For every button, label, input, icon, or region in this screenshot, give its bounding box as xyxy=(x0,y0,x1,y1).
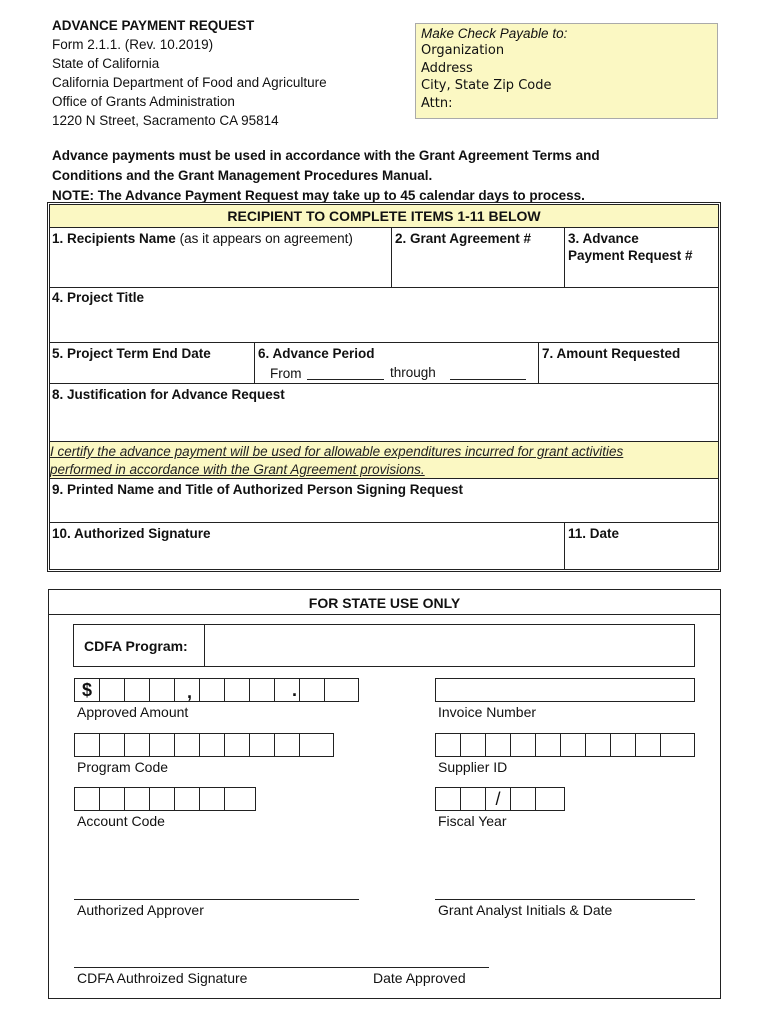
recipient-banner-text: RECIPIENT TO COMPLETE ITEMS 1-11 BELOW xyxy=(227,208,541,224)
vrule-1 xyxy=(391,227,392,287)
advance-period-range xyxy=(270,365,302,382)
invoice-number-input[interactable] xyxy=(435,678,695,702)
grant-analyst-label: Grant Analyst Initials & Date xyxy=(438,902,613,918)
field-recipient-name-note: (as it appears on agreement) xyxy=(179,231,353,246)
field-project-end-date-label: 5. Project Term End Date xyxy=(52,346,211,361)
field-date[interactable] xyxy=(568,525,619,542)
state-use-title: FOR STATE USE ONLY xyxy=(308,595,461,611)
rule-6 xyxy=(49,478,719,479)
cdfa-program-divider xyxy=(204,624,205,667)
certify-line-2: performed in accordance with the Grant Agreement provisions. xyxy=(50,462,425,477)
supplier-id-label: Supplier ID xyxy=(438,759,508,775)
approved-amount-label: Approved Amount xyxy=(77,704,189,720)
rule-3 xyxy=(49,342,719,343)
dollar-sign: $ xyxy=(75,679,100,701)
rule-2 xyxy=(49,287,719,288)
field-date-label: 11. Date xyxy=(568,526,620,541)
supplier-id-cells[interactable] xyxy=(435,733,695,757)
field-printed-name[interactable] xyxy=(52,481,463,498)
fiscal-year-slash: / xyxy=(486,788,511,810)
rule-4 xyxy=(49,383,719,384)
advance-period-through: through xyxy=(390,365,436,380)
grant-analyst-line[interactable] xyxy=(435,899,695,900)
notice-text xyxy=(52,146,752,206)
amount-cell xyxy=(150,679,175,701)
fiscal-year-cells[interactable] xyxy=(435,787,565,811)
payable-city: City, State Zip Code xyxy=(421,78,552,93)
state-name: State of California xyxy=(52,56,160,71)
program-code-label: Program Code xyxy=(77,759,169,775)
field-advance-period[interactable] xyxy=(258,345,375,362)
field-recipient-name-label: 1. Recipients Name xyxy=(52,231,176,246)
invoice-number-label: Invoice Number xyxy=(438,704,537,720)
field-project-title[interactable] xyxy=(52,289,144,306)
field-advance-request-label-1: 3. Advance xyxy=(568,231,639,246)
advance-period-from: From xyxy=(270,366,302,381)
field-advance-request-label-2: Payment Request # xyxy=(568,248,693,263)
authorized-approver-line[interactable] xyxy=(74,899,359,900)
payable-attn: Attn: xyxy=(421,95,453,111)
from-line[interactable] xyxy=(307,379,384,380)
payable-box[interactable] xyxy=(415,23,718,119)
amount-cell xyxy=(300,679,325,701)
field-grant-agreement-label: 2. Grant Agreement # xyxy=(395,231,532,246)
notice-line-1: Advance payments must be used in accordance with the Grant Agreement Terms and xyxy=(52,148,600,163)
payable-address: Address xyxy=(421,60,473,76)
cdfa-program-input[interactable] xyxy=(206,626,693,665)
amount-cell xyxy=(225,679,250,701)
fiscal-year-label: Fiscal Year xyxy=(438,813,507,829)
header-block xyxy=(52,16,327,130)
office-name: Office of Grants Administration xyxy=(52,94,235,109)
notice-line-3: NOTE: The Advance Payment Request may take up to 45 calendar days to process. xyxy=(52,188,585,203)
approved-amount-cells[interactable] xyxy=(74,678,359,702)
cdfa-signature-line[interactable] xyxy=(74,967,489,968)
field-authorized-signature[interactable] xyxy=(52,525,211,542)
amount-cell xyxy=(325,679,350,701)
form-number: Form 2.1.1. (Rev. 10.2019) xyxy=(52,37,214,52)
through-line[interactable] xyxy=(450,379,526,380)
date-approved-label: Date Approved xyxy=(373,970,466,986)
cdfa-program-label: CDFA Program: xyxy=(84,638,188,654)
notice-line-2: Conditions and the Grant Management Procedures Manual. xyxy=(52,168,433,183)
form-title: ADVANCE PAYMENT REQUEST xyxy=(52,18,255,33)
vrule-2 xyxy=(564,227,565,287)
field-recipient-name[interactable] xyxy=(52,230,353,247)
amount-cell xyxy=(100,679,125,701)
certify-line-1: I certify the advance payment will be used for allowable expenditures incurred for grant activities xyxy=(50,444,624,459)
field-justification-label: 8. Justification for Advance Request xyxy=(52,387,285,402)
amount-cell xyxy=(200,679,225,701)
field-amount-requested[interactable] xyxy=(542,345,680,362)
vrule-3 xyxy=(254,342,255,383)
field-advance-period-label: 6. Advance Period xyxy=(258,346,375,361)
field-justification[interactable] xyxy=(52,386,285,403)
authorized-approver-label: Authorized Approver xyxy=(77,902,204,918)
account-code-label: Account Code xyxy=(77,813,165,829)
vrule-4 xyxy=(538,342,539,383)
vrule-5 xyxy=(564,522,565,570)
field-printed-name-label: 9. Printed Name and Title of Authorized Person Signing Request xyxy=(52,482,464,497)
department-name: California Department of Food and Agriculture xyxy=(52,75,327,90)
recipient-banner xyxy=(50,205,718,227)
field-project-end-date[interactable] xyxy=(52,345,211,362)
payable-label: Make Check Payable to: xyxy=(421,26,568,41)
field-amount-requested-label: 7. Amount Requested xyxy=(542,346,681,361)
cdfa-signature-label: CDFA Authroized Signature xyxy=(77,970,248,986)
field-advance-request-number[interactable] xyxy=(568,230,693,264)
state-title-rule xyxy=(48,614,721,615)
account-code-cells[interactable] xyxy=(74,787,256,811)
office-address: 1220 N Street, Sacramento CA 95814 xyxy=(52,113,279,128)
field-grant-agreement[interactable] xyxy=(395,230,531,247)
amount-comma: , xyxy=(187,682,193,702)
program-code-cells[interactable] xyxy=(74,733,334,757)
amount-cell xyxy=(250,679,275,701)
field-project-title-label: 4. Project Title xyxy=(52,290,145,305)
amount-decimal: . xyxy=(292,680,298,700)
rule-1 xyxy=(49,227,719,228)
payable-organization: Organization xyxy=(421,43,505,58)
field-authorized-signature-label: 10. Authorized Signature xyxy=(52,526,211,541)
rule-7 xyxy=(49,522,719,523)
amount-cell xyxy=(125,679,150,701)
